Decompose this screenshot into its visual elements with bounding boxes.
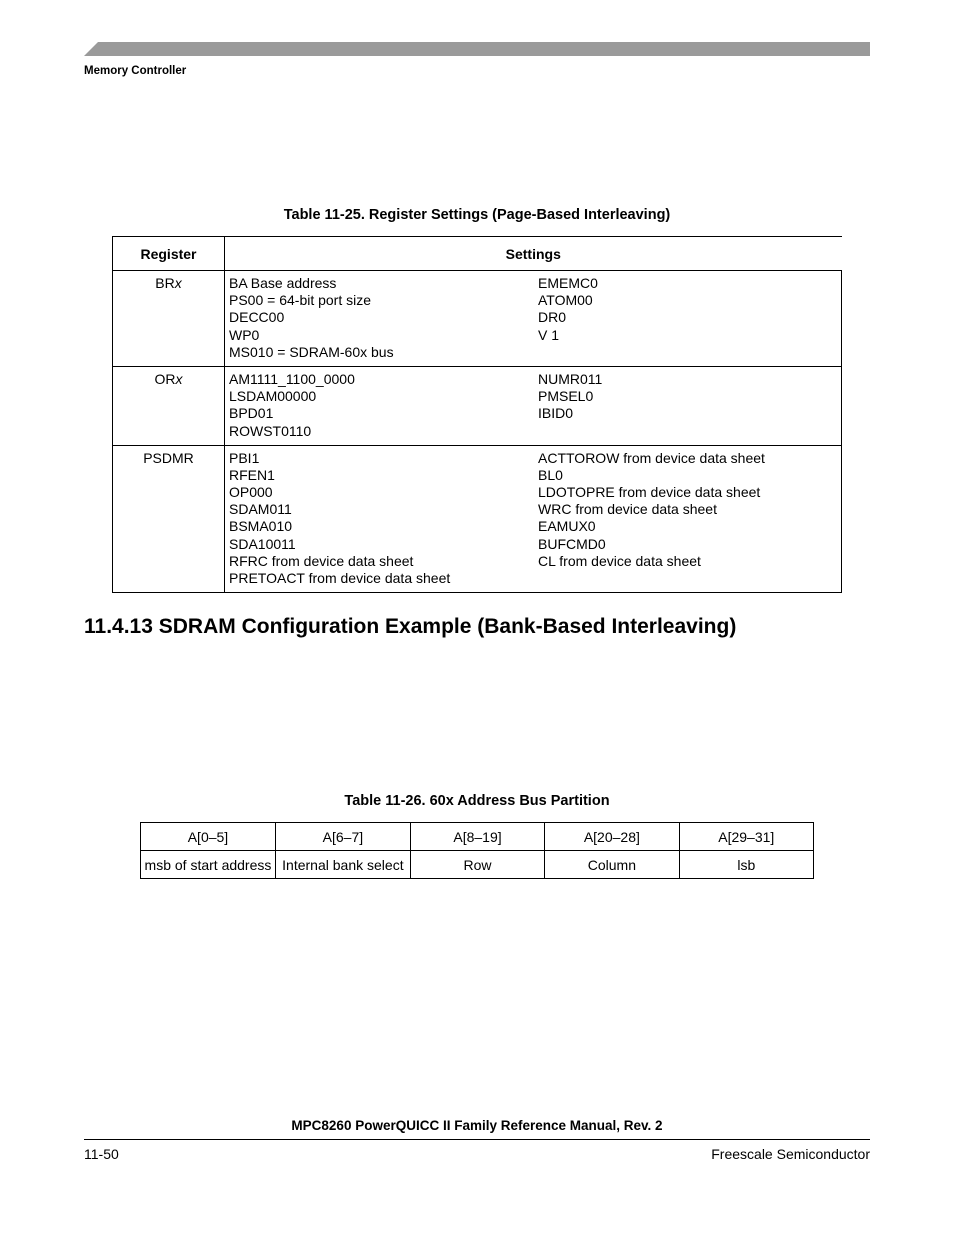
setting-line: SDAM011 — [229, 501, 292, 518]
register-name — [113, 445, 225, 593]
setting-line: V 1 — [538, 326, 560, 343]
register-settings-table — [112, 236, 842, 593]
table-cell: A[29–31] — [679, 823, 813, 851]
running-header: Memory Controller — [84, 65, 187, 77]
table-cell: Column — [545, 851, 679, 879]
register-settings — [225, 445, 842, 593]
header-bar — [84, 42, 870, 56]
table-cell: Internal bank select — [275, 851, 410, 879]
setting-line: OP000 — [229, 484, 273, 501]
setting-line: BPD01 — [229, 405, 274, 422]
register-name-suffix: x — [175, 370, 183, 387]
section-heading: 11.4.13 SDRAM Configuration Example (Bank-Based Interleaving) — [84, 615, 737, 638]
setting-line: MS010 = SDRAM-60x bus — [229, 343, 394, 360]
setting-line: NUMR011 — [538, 370, 603, 387]
setting-line: CL from device data sheet — [538, 552, 701, 569]
setting-line: ACTTOROW from device data sheet — [538, 449, 765, 466]
footer-title: MPC8260 PowerQUICC II Family Reference Manual, Rev. 2 — [291, 1118, 663, 1133]
table-row — [113, 271, 842, 367]
setting-line: PMSEL0 — [538, 388, 594, 405]
table-cell: A[8–19] — [410, 823, 544, 851]
register-name-prefix: OR — [154, 370, 176, 387]
register-settings-body — [113, 271, 842, 593]
table-row — [141, 851, 814, 879]
setting-line: BA Base address — [229, 275, 337, 291]
register-name-prefix: BR — [155, 275, 175, 291]
header-register: Register — [113, 237, 225, 271]
setting-line: DR0 — [538, 309, 567, 326]
setting-line: WRC from device data sheet — [538, 501, 717, 518]
setting-line: EMEMC0 — [538, 275, 598, 291]
register-name-prefix: PSDMR — [143, 449, 194, 466]
register-name — [113, 366, 225, 445]
setting-line: BSMA010 — [229, 518, 293, 535]
register-name-suffix: x — [174, 275, 182, 291]
table-row — [141, 823, 814, 851]
setting-line: BUFCMD0 — [538, 535, 606, 552]
register-settings — [225, 366, 842, 445]
settings-column-left — [229, 450, 538, 588]
page-number: 11-50 — [84, 1146, 119, 1162]
table-header-row — [113, 237, 842, 271]
setting-line: WP0 — [229, 326, 260, 343]
setting-line: PRETOACT from device data sheet — [229, 570, 451, 586]
setting-line: ATOM00 — [538, 292, 593, 309]
settings-column-right — [538, 275, 841, 361]
setting-line: RFRC from device data sheet — [229, 552, 414, 569]
setting-line: AM1111_1100_0000 — [229, 370, 355, 387]
setting-line: ROWST0110 — [229, 422, 312, 439]
header-settings: Settings — [225, 237, 842, 271]
setting-line: PS00 = 64-bit port size — [229, 292, 372, 309]
setting-line: LSDAM00000 — [229, 388, 317, 405]
settings-column-right — [538, 450, 841, 588]
table-26-caption: Table 11-26. 60x Address Bus Partition — [344, 793, 610, 809]
table-cell: Row — [410, 851, 544, 879]
register-name — [113, 271, 225, 367]
footer-rule — [84, 1139, 870, 1140]
settings-column-right — [538, 371, 841, 440]
table-cell: A[0–5] — [141, 823, 276, 851]
table-cell: msb of start address — [141, 851, 276, 879]
setting-line: PBI1 — [229, 449, 260, 466]
settings-column-left — [229, 275, 538, 361]
company-name: Freescale Semiconductor — [711, 1146, 870, 1162]
setting-line: LDOTOPRE from device data sheet — [538, 484, 761, 501]
register-settings — [225, 271, 842, 367]
table-row — [113, 445, 842, 593]
settings-column-left — [229, 371, 538, 440]
table-cell: A[20–28] — [545, 823, 679, 851]
table-25-caption: Table 11-25. Register Settings (Page-Based Interleaving) — [283, 207, 671, 223]
setting-line: EAMUX0 — [538, 518, 596, 535]
table-row — [113, 366, 842, 445]
setting-line: BL0 — [538, 466, 563, 483]
setting-line: SDA10011 — [229, 535, 296, 552]
table-cell: A[6–7] — [275, 823, 410, 851]
setting-line: DECC00 — [229, 309, 285, 326]
address-bus-partition-table — [140, 822, 814, 879]
table-cell: lsb — [679, 851, 813, 879]
setting-line: RFEN1 — [229, 466, 275, 483]
setting-line: IBID0 — [538, 405, 574, 422]
